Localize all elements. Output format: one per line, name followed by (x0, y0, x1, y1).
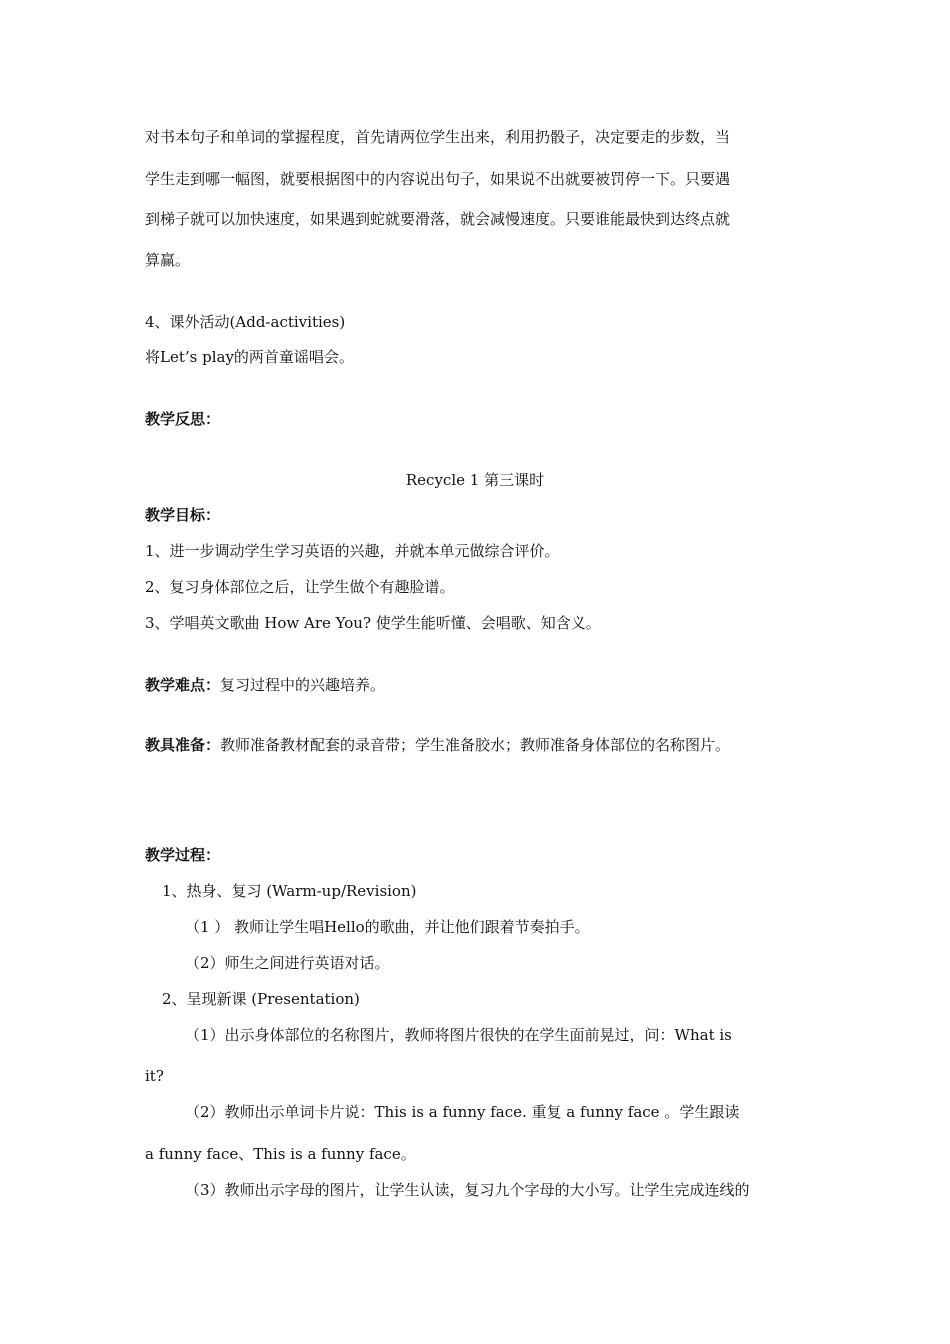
lesson-title: Recycle 1 第三课时 (405, 471, 545, 489)
section-heading: 4、课外活动(Add-activities) (145, 313, 346, 331)
paragraph-line: 到梯子就可以加快速度，如果遇到蛇就要滑落，就会减慢速度。只要谁能最快到达终点就 (145, 210, 731, 228)
process-substep-continued: a funny face、This is a funny face。 (145, 1145, 416, 1163)
process-substep: （2）师生之间进行英语对话。 (185, 954, 390, 972)
difficulty-row (145, 675, 385, 695)
materials-label: 教具准备： (145, 736, 221, 754)
objective-item: 2、复习身体部位之后，让学生做个有趣脸谱。 (145, 578, 455, 596)
objective-item: 3、学唱英文歌曲 How Are You? 使学生能听懂、会唱歌、知含义。 (145, 614, 601, 632)
process-substep: （3）教师出示字母的图片，让学生认读，复习九个字母的大小写。让学生完成连线的 (185, 1181, 750, 1199)
process-substep: （2）教师出示单词卡片说：This is a funny face. 重复 a funny face 。学生跟读 (185, 1103, 740, 1121)
process-step-title: 1、热身、复习 (Warm-up/Revision) (162, 882, 417, 900)
process-substep-continued: it? (145, 1067, 164, 1085)
process-substep: （1）出示身体部位的名称图片，教师将图片很快的在学生面前晃过，问：What is (185, 1026, 732, 1044)
process-label: 教学过程： (145, 846, 221, 864)
section-body: 将Let’s play的两首童谣唱会。 (145, 348, 354, 366)
paragraph-line: 对书本句子和单词的掌握程度，首先请两位学生出来，利用扔骰子，决定要走的步数，当 (145, 128, 731, 146)
materials-row (145, 735, 730, 755)
paragraph-line: 学生走到哪一幅图，就要根据图中的内容说出句子，如果说不出就要被罚停一下。只要遇 (145, 170, 731, 188)
objectives-label: 教学目标： (145, 506, 221, 524)
paragraph-line: 算赢。 (145, 251, 191, 269)
reflection-label: 教学反思： (145, 410, 221, 428)
process-step-title: 2、呈现新课 (Presentation) (162, 990, 360, 1008)
process-substep: （1 ） 教师让学生唱Hello的歌曲，并让他们跟着节奏拍手。 (185, 918, 590, 936)
objective-item: 1、进一步调动学生学习英语的兴趣，并就本单元做综合评价。 (145, 542, 560, 560)
difficulty-label: 教学难点： (145, 676, 221, 694)
materials-text: 教师准备教材配套的录音带；学生准备胶水；教师准备身体部位的名称图片。 (220, 736, 731, 754)
difficulty-text: 复习过程中的兴趣培养。 (220, 676, 386, 694)
